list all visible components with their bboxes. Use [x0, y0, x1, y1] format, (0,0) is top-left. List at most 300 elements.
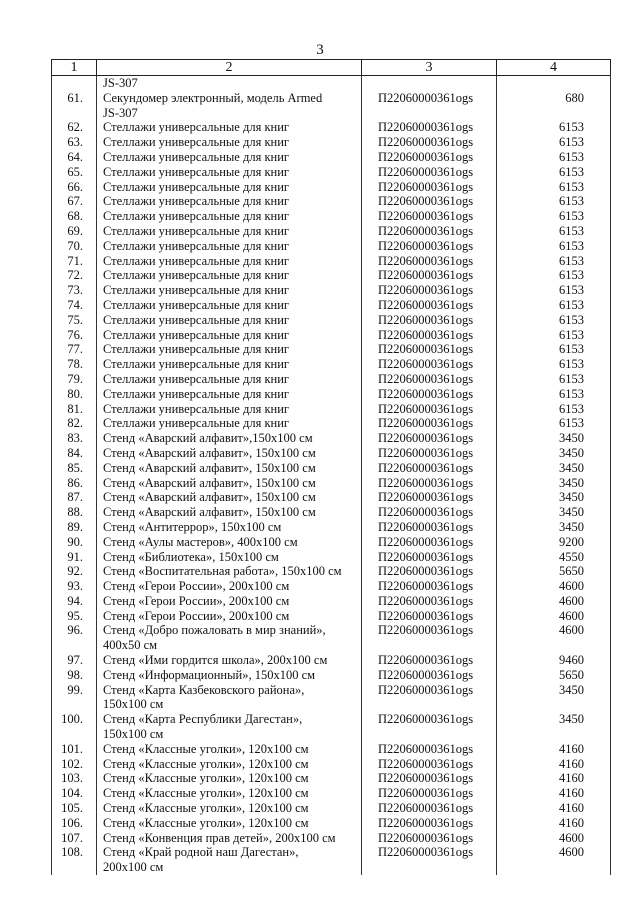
item-name — [97, 490, 362, 505]
table-row — [52, 298, 611, 313]
item-name-line: Стеллажи универсальные для книг — [103, 283, 290, 298]
table-row — [52, 609, 611, 624]
item-name — [97, 683, 362, 713]
row-number: 106. — [52, 816, 97, 831]
row-number: 92. — [52, 564, 97, 579]
item-name-line-2: 150х100 см — [103, 697, 164, 712]
table-row — [52, 402, 611, 417]
item-name-line: Стеллажи универсальные для книг — [103, 297, 290, 312]
table-row — [52, 594, 611, 609]
item-name — [97, 535, 362, 550]
row-number: 63. — [52, 135, 97, 150]
item-amount: 680 — [497, 91, 611, 121]
item-amount: 6153 — [497, 180, 611, 195]
item-code: П22060000361ogs — [362, 831, 497, 846]
item-name — [97, 609, 362, 624]
item-name-line: Стенд «Аулы мастеров», 400х100 см — [103, 534, 298, 549]
table-row — [52, 268, 611, 283]
row-number: 89. — [52, 520, 97, 535]
row-number: 95. — [52, 609, 97, 624]
item-code: П22060000361ogs — [362, 135, 497, 150]
item-amount: 6153 — [497, 402, 611, 417]
item-code: П22060000361ogs — [362, 653, 497, 668]
item-name-line: Стенд «Карта Казбековского района», — [103, 682, 305, 697]
item-name-line: Стеллажи универсальные для книг — [103, 253, 290, 268]
table-row — [52, 712, 611, 742]
row-number: 99. — [52, 683, 97, 713]
item-code: П22060000361ogs — [362, 342, 497, 357]
item-name — [97, 461, 362, 476]
item-name — [97, 520, 362, 535]
item-name — [97, 180, 362, 195]
table-row — [52, 209, 611, 224]
item-name-line: Стенд «Классные уголки», 120х100 см — [103, 801, 309, 816]
item-code: П22060000361ogs — [362, 120, 497, 135]
item-name — [97, 786, 362, 801]
item-name-line: Стеллажи универсальные для книг — [103, 268, 290, 283]
item-code: П22060000361ogs — [362, 786, 497, 801]
row-number: 105. — [52, 801, 97, 816]
item-code: П22060000361ogs — [362, 283, 497, 298]
continuation-row — [52, 76, 611, 91]
item-name-line-2: JS-307 — [103, 105, 138, 120]
item-name-line: Стеллажи универсальные для книг — [103, 342, 290, 357]
item-name — [97, 91, 362, 121]
item-amount: 6153 — [497, 387, 611, 402]
row-number: 80. — [52, 387, 97, 402]
table-row — [52, 357, 611, 372]
table-row — [52, 757, 611, 772]
item-name — [97, 564, 362, 579]
item-code: П22060000361ogs — [362, 402, 497, 417]
table-row — [52, 194, 611, 209]
item-amount: 4160 — [497, 816, 611, 831]
item-name — [97, 831, 362, 846]
item-name — [97, 668, 362, 683]
item-name-line: Стенд «Классные уголки», 120х100 см — [103, 756, 309, 771]
row-number: 64. — [52, 150, 97, 165]
item-amount: 6153 — [497, 372, 611, 387]
item-name-line: Стенд «Аварский алфавит», 150х100 см — [103, 445, 316, 460]
item-name-line: Стеллажи универсальные для книг — [103, 386, 290, 401]
page-number: 3 — [316, 42, 324, 58]
item-code: П22060000361ogs — [362, 298, 497, 313]
item-name — [97, 283, 362, 298]
item-name-line: Стенд «Герои России», 200х100 см — [103, 579, 290, 594]
row-number: 69. — [52, 224, 97, 239]
row-number: 66. — [52, 180, 97, 195]
item-code: П22060000361ogs — [362, 757, 497, 772]
table-row — [52, 653, 611, 668]
item-amount: 9200 — [497, 535, 611, 550]
table-row — [52, 416, 611, 431]
table-header-row — [52, 60, 611, 76]
row-number: 100. — [52, 712, 97, 742]
item-amount: 4600 — [497, 594, 611, 609]
row-number: 75. — [52, 313, 97, 328]
row-number: 78. — [52, 357, 97, 372]
table-row — [52, 446, 611, 461]
row-number: 82. — [52, 416, 97, 431]
item-amount: 4160 — [497, 771, 611, 786]
item-code: П22060000361ogs — [362, 623, 497, 653]
item-name-line: Стенд «Аварский алфавит»,150х100 см — [103, 431, 313, 446]
item-code: П22060000361ogs — [362, 579, 497, 594]
item-amount: 6153 — [497, 254, 611, 269]
continuation-text: JS-307 — [97, 76, 362, 91]
item-amount: 6153 — [497, 416, 611, 431]
row-number: 101. — [52, 742, 97, 757]
item-name — [97, 416, 362, 431]
item-name — [97, 476, 362, 491]
item-amount: 3450 — [497, 712, 611, 742]
table-row — [52, 461, 611, 476]
table-row — [52, 490, 611, 505]
item-name-line: Стенд «Край родной наш Дагестан», — [103, 845, 299, 860]
item-name-line: Стенд «Классные уголки», 120х100 см — [103, 786, 309, 801]
item-amount: 4600 — [497, 579, 611, 594]
table-row — [52, 816, 611, 831]
item-name — [97, 771, 362, 786]
item-name — [97, 357, 362, 372]
column-header-number: 1 — [52, 60, 97, 76]
item-code: П22060000361ogs — [362, 239, 497, 254]
item-amount: 4160 — [497, 742, 611, 757]
table-row — [52, 150, 611, 165]
table-row — [52, 623, 611, 653]
item-name — [97, 402, 362, 417]
item-name — [97, 372, 362, 387]
table-row — [52, 535, 611, 550]
item-name-line: Стенд «Классные уголки», 120х100 см — [103, 741, 309, 756]
item-code: П22060000361ogs — [362, 771, 497, 786]
row-number: 68. — [52, 209, 97, 224]
item-code: П22060000361ogs — [362, 194, 497, 209]
item-code: П22060000361ogs — [362, 461, 497, 476]
table-row — [52, 313, 611, 328]
item-amount: 6153 — [497, 224, 611, 239]
row-number: 85. — [52, 461, 97, 476]
item-name — [97, 623, 362, 653]
item-amount: 6153 — [497, 135, 611, 150]
item-amount: 5650 — [497, 564, 611, 579]
item-code: П22060000361ogs — [362, 490, 497, 505]
item-code: П22060000361ogs — [362, 180, 497, 195]
item-name-line: Стеллажи универсальные для книг — [103, 135, 290, 150]
item-name — [97, 594, 362, 609]
table-row — [52, 165, 611, 180]
item-name-line: Стенд «Герои России», 200х100 см — [103, 593, 290, 608]
table-row — [52, 431, 611, 446]
item-amount: 6153 — [497, 239, 611, 254]
item-amount: 4600 — [497, 609, 611, 624]
row-number: 65. — [52, 165, 97, 180]
item-code: П22060000361ogs — [362, 431, 497, 446]
item-code: П22060000361ogs — [362, 550, 497, 565]
item-code: П22060000361ogs — [362, 816, 497, 831]
table-row — [52, 845, 611, 875]
item-name-line: Стеллажи универсальные для книг — [103, 312, 290, 327]
item-code: П22060000361ogs — [362, 313, 497, 328]
item-name-line: Стенд «Библиотека», 150х100 см — [103, 549, 279, 564]
item-code: П22060000361ogs — [362, 328, 497, 343]
item-name — [97, 194, 362, 209]
row-number: 103. — [52, 771, 97, 786]
item-code: П22060000361ogs — [362, 609, 497, 624]
item-name — [97, 239, 362, 254]
item-name — [97, 135, 362, 150]
item-amount: 3450 — [497, 490, 611, 505]
item-code: П22060000361ogs — [362, 357, 497, 372]
table-row — [52, 742, 611, 757]
item-name — [97, 209, 362, 224]
item-name — [97, 431, 362, 446]
item-code: П22060000361ogs — [362, 520, 497, 535]
table-row — [52, 283, 611, 298]
item-name-line: Стеллажи универсальные для книг — [103, 209, 290, 224]
item-code: П22060000361ogs — [362, 668, 497, 683]
item-code: П22060000361ogs — [362, 224, 497, 239]
item-code: П22060000361ogs — [362, 416, 497, 431]
item-code: П22060000361ogs — [362, 535, 497, 550]
item-amount: 4600 — [497, 845, 611, 875]
item-amount: 6153 — [497, 268, 611, 283]
item-name-line: Стеллажи универсальные для книг — [103, 164, 290, 179]
row-number: 61. — [52, 91, 97, 121]
item-name — [97, 342, 362, 357]
table-row — [52, 372, 611, 387]
table-row — [52, 520, 611, 535]
item-name-line: Стеллажи универсальные для книг — [103, 149, 290, 164]
item-name-line: Стенд «Аварский алфавит», 150х100 см — [103, 475, 316, 490]
item-amount: 3450 — [497, 520, 611, 535]
row-number: 76. — [52, 328, 97, 343]
column-header-name: 2 — [97, 60, 362, 76]
item-amount: 6153 — [497, 342, 611, 357]
item-code: П22060000361ogs — [362, 742, 497, 757]
item-code: П22060000361ogs — [362, 209, 497, 224]
item-name — [97, 579, 362, 594]
table-row — [52, 120, 611, 135]
item-name-line: Стеллажи универсальные для книг — [103, 179, 290, 194]
item-name — [97, 505, 362, 520]
item-name-line: Стеллажи универсальные для книг — [103, 371, 290, 386]
table-row — [52, 254, 611, 269]
item-name-line: Стеллажи универсальные для книг — [103, 194, 290, 209]
item-amount: 6153 — [497, 283, 611, 298]
item-name — [97, 712, 362, 742]
item-name-line: Стенд «Информационный», 150х100 см — [103, 667, 316, 682]
table-row — [52, 135, 611, 150]
row-number: 77. — [52, 342, 97, 357]
item-amount: 3450 — [497, 476, 611, 491]
item-amount: 4160 — [497, 801, 611, 816]
item-name — [97, 757, 362, 772]
item-amount: 4600 — [497, 831, 611, 846]
item-name — [97, 845, 362, 875]
item-name-line: Стенд «Добро пожаловать в мир знаний», — [103, 623, 326, 638]
item-name — [97, 801, 362, 816]
item-code: П22060000361ogs — [362, 845, 497, 875]
row-number: 104. — [52, 786, 97, 801]
item-amount: 6153 — [497, 165, 611, 180]
item-name — [97, 120, 362, 135]
row-number: 97. — [52, 653, 97, 668]
item-name-line: Стеллажи универсальные для книг — [103, 416, 290, 431]
item-name-line: Стенд «Конвенция прав детей», 200х100 см — [103, 830, 336, 845]
item-amount: 9460 — [497, 653, 611, 668]
item-code: П22060000361ogs — [362, 446, 497, 461]
inventory-table — [51, 59, 611, 875]
item-name-line: Стеллажи универсальные для книг — [103, 223, 290, 238]
item-name-line-2: 400х50 см — [103, 638, 158, 653]
item-code: П22060000361ogs — [362, 268, 497, 283]
row-number: 86. — [52, 476, 97, 491]
row-number: 90. — [52, 535, 97, 550]
item-amount: 6153 — [497, 120, 611, 135]
row-number: 79. — [52, 372, 97, 387]
item-amount: 4600 — [497, 623, 611, 653]
table-row — [52, 831, 611, 846]
row-number: 107. — [52, 831, 97, 846]
item-code: П22060000361ogs — [362, 476, 497, 491]
item-code: П22060000361ogs — [362, 91, 497, 121]
table-row — [52, 328, 611, 343]
table-row — [52, 342, 611, 357]
item-name-line-2: 150х100 см — [103, 727, 164, 742]
table-row — [52, 180, 611, 195]
table-row — [52, 239, 611, 254]
item-name — [97, 653, 362, 668]
row-number: 91. — [52, 550, 97, 565]
row-number: 72. — [52, 268, 97, 283]
item-name — [97, 150, 362, 165]
item-amount: 6153 — [497, 298, 611, 313]
table-row — [52, 564, 611, 579]
item-amount: 3450 — [497, 505, 611, 520]
item-name-line: Стенд «Герои России», 200х100 см — [103, 608, 290, 623]
column-header-code: 3 — [362, 60, 497, 76]
item-amount: 4160 — [497, 757, 611, 772]
table-row — [52, 224, 611, 239]
item-amount: 6153 — [497, 150, 611, 165]
item-amount: 3450 — [497, 431, 611, 446]
item-amount: 6153 — [497, 357, 611, 372]
row-number: 108. — [52, 845, 97, 875]
item-amount: 3450 — [497, 461, 611, 476]
row-number: 70. — [52, 239, 97, 254]
item-name — [97, 816, 362, 831]
item-name-line: Стенд «Аварский алфавит», 150х100 см — [103, 505, 316, 520]
item-name — [97, 268, 362, 283]
table-row — [52, 801, 611, 816]
row-number: 71. — [52, 254, 97, 269]
row-number: 87. — [52, 490, 97, 505]
row-number: 81. — [52, 402, 97, 417]
row-number: 88. — [52, 505, 97, 520]
item-name — [97, 550, 362, 565]
row-number: 74. — [52, 298, 97, 313]
item-name — [97, 165, 362, 180]
table-row — [52, 579, 611, 594]
table-row — [52, 683, 611, 713]
item-name-line: Стеллажи универсальные для книг — [103, 238, 290, 253]
item-name-line: Стенд «Воспитательная работа», 150х100 см — [103, 564, 342, 579]
row-number: 83. — [52, 431, 97, 446]
item-name — [97, 387, 362, 402]
item-name-line: Стенд «Классные уголки», 120х100 см — [103, 815, 309, 830]
item-name-line: Стенд «Классные уголки», 120х100 см — [103, 771, 309, 786]
item-name-line: Стенд «Аварский алфавит», 150х100 см — [103, 490, 316, 505]
item-amount: 5650 — [497, 668, 611, 683]
table-row — [52, 771, 611, 786]
item-name-line: Стенд «Ими гордится школа», 200х100 см — [103, 653, 328, 668]
item-code: П22060000361ogs — [362, 712, 497, 742]
item-code: П22060000361ogs — [362, 387, 497, 402]
table-row — [52, 668, 611, 683]
item-name — [97, 224, 362, 239]
item-code: П22060000361ogs — [362, 564, 497, 579]
row-number: 73. — [52, 283, 97, 298]
item-name-line: Стенд «Аварский алфавит», 150х100 см — [103, 460, 316, 475]
item-code: П22060000361ogs — [362, 150, 497, 165]
item-name — [97, 254, 362, 269]
table-row — [52, 476, 611, 491]
item-amount: 6153 — [497, 328, 611, 343]
item-name-line: Секундомер электронный, модель Armed — [103, 90, 323, 105]
row-number: 102. — [52, 757, 97, 772]
table-row — [52, 91, 611, 121]
row-number: 98. — [52, 668, 97, 683]
item-name-line-2: 200х100 см — [103, 860, 164, 875]
item-code: П22060000361ogs — [362, 254, 497, 269]
item-name — [97, 298, 362, 313]
item-name — [97, 313, 362, 328]
row-number: 93. — [52, 579, 97, 594]
item-code: П22060000361ogs — [362, 165, 497, 180]
row-number: 62. — [52, 120, 97, 135]
item-code: П22060000361ogs — [362, 372, 497, 387]
table-row — [52, 550, 611, 565]
item-name-line: Стеллажи универсальные для книг — [103, 120, 290, 135]
table-row — [52, 387, 611, 402]
item-code: П22060000361ogs — [362, 801, 497, 816]
item-amount: 6153 — [497, 194, 611, 209]
table-row — [52, 505, 611, 520]
item-name-line: Стеллажи универсальные для книг — [103, 327, 290, 342]
item-code: П22060000361ogs — [362, 594, 497, 609]
item-name-line: Стеллажи универсальные для книг — [103, 357, 290, 372]
item-amount: 6153 — [497, 209, 611, 224]
item-amount: 3450 — [497, 446, 611, 461]
item-amount: 6153 — [497, 313, 611, 328]
row-number: 67. — [52, 194, 97, 209]
item-name — [97, 446, 362, 461]
row-number: 96. — [52, 623, 97, 653]
row-number: 84. — [52, 446, 97, 461]
item-name — [97, 328, 362, 343]
item-amount: 4160 — [497, 786, 611, 801]
item-amount: 3450 — [497, 683, 611, 713]
item-name-line: Стенд «Карта Республики Дагестан», — [103, 712, 303, 727]
row-number: 94. — [52, 594, 97, 609]
column-header-amount: 4 — [497, 60, 611, 76]
item-name-line: Стеллажи универсальные для книг — [103, 401, 290, 416]
table-body — [52, 76, 611, 876]
table-row — [52, 786, 611, 801]
item-amount: 4550 — [497, 550, 611, 565]
item-code: П22060000361ogs — [362, 683, 497, 713]
